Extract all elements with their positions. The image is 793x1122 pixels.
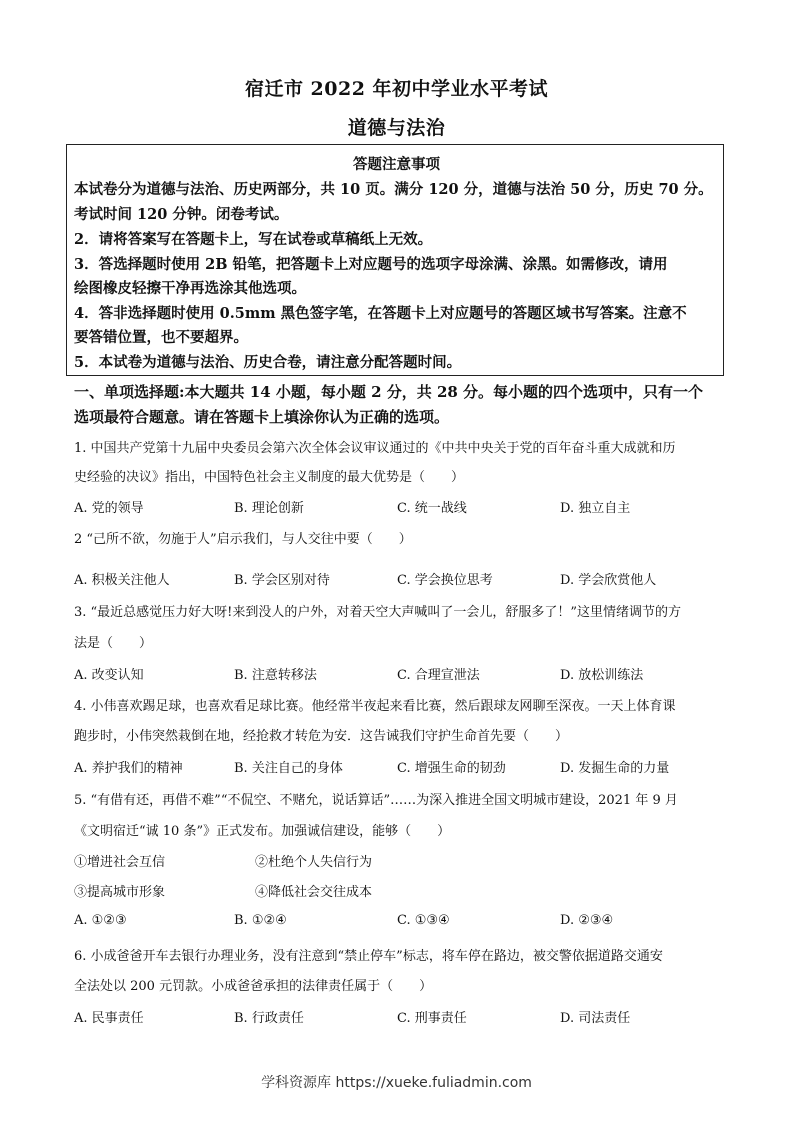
notice-line: 5．本试卷为道德与法治、历史合卷，请注意分配答题时间。: [74, 354, 462, 371]
notice-line: 要答错位置，也不要超界。: [74, 329, 248, 346]
option-a: A. 养护我们的精神: [74, 761, 183, 776]
option-a: A. 民事责任: [74, 1011, 144, 1026]
question-stem: 2 “己所不欲，勿施于人”启示我们，与人交往中要（ ）: [74, 532, 412, 547]
option-b: B. 行政责任: [234, 1011, 304, 1026]
question-stem: 《文明宿迁“诚 10 条”》正式发布。加强诚信建设，能够（ ）: [74, 824, 451, 839]
option-c: C. 学会换位思考: [397, 573, 493, 588]
option-c: C. 增强生命的韧劲: [397, 761, 506, 776]
option-d: D. 放松训练法: [560, 668, 644, 683]
option-b: B. 关注自己的身体: [234, 761, 343, 776]
option-a: A. 积极关注他人: [74, 573, 170, 588]
question-stem: 3. “最近总感觉压力好大呀!来到没人的户外，对着天空大声喊叫了一会儿，舒服多了！”这里情绪调节的方: [74, 605, 682, 620]
question-stem: 史经验的决议》指出，中国特色社会主义制度的最大优势是（ ）: [74, 470, 465, 485]
notice-line: 考试时间 120 分钟。闭卷考试。: [74, 206, 289, 223]
question-stem: 4. 小伟喜欢踢足球，也喜欢看足球比赛。他经常半夜起来看比赛，然后跟球友网聊至深夜。一天上体育课: [74, 699, 676, 714]
notice-line: 3．答选择题时使用 2B 铅笔，把答题卡上对应题号的选项字母涂满、涂黑。如需修改，请用: [74, 256, 668, 273]
question-stem: 法是（ ）: [74, 636, 153, 651]
option-a: A. ①②③: [74, 913, 127, 928]
exam-subject: 道德与法治: [347, 117, 446, 139]
notice-line: 本试卷分为道德与法治、历史两部分，共 10 页。满分 120 分，道德与法治 50 分，历史 70 分。: [74, 181, 713, 198]
statement-item: ④降低社会交往成本: [255, 885, 373, 900]
exam-title: 宿迁市 2022 年初中学业水平考试: [244, 78, 549, 100]
option-d: D. 发掘生命的力量: [560, 761, 670, 776]
question-stem: 1. 中国共产党第十九届中央委员会第六次全体会议审议通过的《中共中央关于党的百年奋斗重大成就和历: [74, 441, 676, 456]
notice-line: 4．答非选择题时使用 0.5mm 黑色签字笔，在答题卡上对应题号的答题区域书写答案。注意不: [74, 305, 687, 322]
option-b: B. ①②④: [234, 913, 287, 928]
option-c: C. 合理宣泄法: [397, 668, 480, 683]
question-stem: 6. 小成爸爸开车去银行办理业务，没有注意到“禁止停车”标志，将车停在路边，被交警依据道路交通安: [74, 949, 663, 964]
option-b: B. 理论创新: [234, 501, 304, 516]
option-c: C. 刑事责任: [397, 1011, 467, 1026]
question-stem: 5. “有借有还，再借不难”“不侃空、不赌允，说话算话”……为深入推进全国文明城市建设，2021 年 9 月: [74, 793, 678, 808]
option-d: D. ②③④: [560, 913, 614, 928]
option-a: A. 改变认知: [74, 668, 144, 683]
option-b: B. 注意转移法: [234, 668, 317, 683]
footer-watermark: 学科资源库 https://xueke.fuliadmin.com: [261, 1075, 532, 1091]
option-d: D. 学会欣赏他人: [560, 573, 657, 588]
statement-item: ③提高城市形象: [74, 885, 166, 900]
notice-heading: 答题注意事项: [353, 156, 440, 173]
statement-item: ①增进社会互信: [74, 855, 166, 870]
option-d: D. 独立自主: [560, 501, 631, 516]
statement-item: ②杜绝个人失信行为: [255, 855, 373, 870]
section-heading: 一、单项选择题:本大题共 14 小题，每小题 2 分，共 28 分。每小题的四个选项中，只有一个: [74, 383, 704, 401]
notice-line: 2．请将答案写在答题卡上，写在试卷或草稿纸上无效。: [74, 231, 433, 248]
option-d: D. 司法责任: [560, 1011, 631, 1026]
section-heading: 选项最符合题意。请在答题卡上填涂你认为正确的选项。: [74, 408, 450, 426]
question-stem: 全法处以 200 元罚款。小成爸爸承担的法律责任属于（ ）: [74, 979, 433, 994]
option-a: A. 党的领导: [74, 501, 144, 516]
option-c: C. ①③④: [397, 913, 450, 928]
option-b: B. 学会区别对待: [234, 573, 330, 588]
notice-line: 绘图橡皮轻擦干净再选涂其他选项。: [74, 280, 306, 297]
question-stem: 跑步时，小伟突然栽倒在地，经抢救才转危为安．这告诫我们守护生命首先要（ ）: [74, 729, 569, 744]
option-c: C. 统一战线: [397, 501, 467, 516]
